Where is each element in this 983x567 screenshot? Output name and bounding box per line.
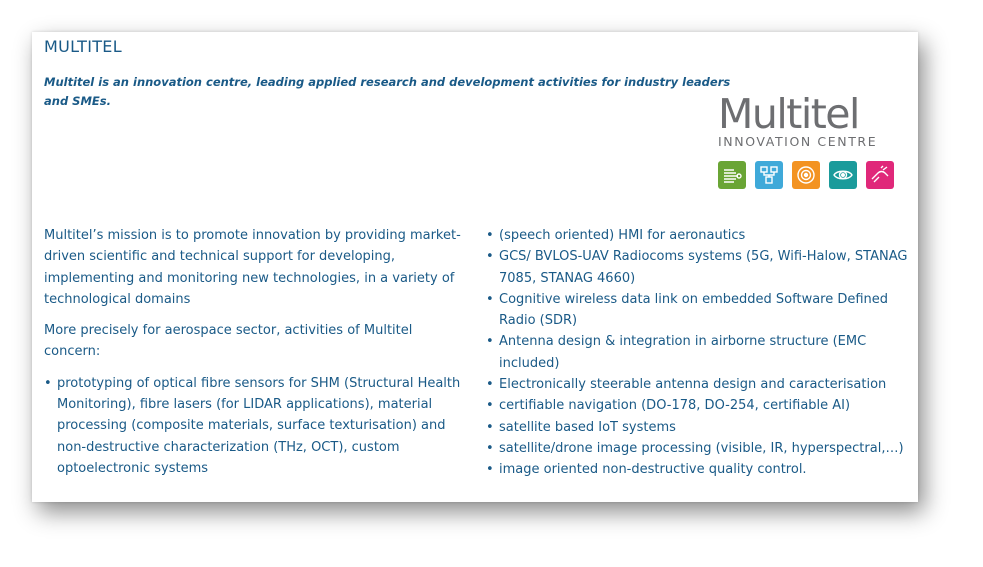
list-item: • image oriented non-destructive quality control.	[499, 459, 911, 480]
right-column	[486, 225, 911, 481]
right-bullet-list-b	[486, 395, 911, 480]
right-bullet-list-a	[486, 225, 911, 395]
logo-wordmark: Multitel	[718, 90, 859, 138]
left-bullet-list	[44, 373, 469, 479]
logo-icons	[718, 161, 898, 189]
page-title: MULTITEL	[44, 37, 122, 56]
intro-text: Multitel is an innovation centre, leading applied research and development activities for industry leaders and SMEs.	[44, 75, 731, 108]
list-item: • satellite based IoT systems	[499, 417, 911, 438]
list-item: • certifiable navigation (DO-178, DO-254, certifiable AI)	[499, 395, 911, 416]
multitel-logo	[718, 90, 898, 189]
list-item: • satellite/drone image processing (visible, IR, hyperspectral,…)	[499, 438, 911, 459]
left-column	[44, 225, 469, 479]
circuit-icon	[755, 161, 783, 189]
logo-subtitle: INNOVATION CENTRE	[718, 134, 878, 149]
list-item: • prototyping of optical fibre sensors for SHM (Structural Health Monitoring), fibre lasers (for LIDAR applications), material processing (composite materials, surface texturisation) and non-destructive characterization (THz, OCT), custom optoelectronic systems	[57, 373, 469, 479]
photonics-icon	[718, 161, 746, 189]
list-item: • Cognitive wireless data link on embedded Software Defined Radio (SDR)	[499, 289, 911, 332]
list-item: • (speech oriented) HMI for aeronautics	[499, 225, 911, 246]
slide-card	[32, 32, 918, 502]
eye-icon	[829, 161, 857, 189]
list-item: • GCS/ BVLOS-UAV Radiocoms systems (5G, Wifi-Halow, STANAG 7085, STANAG 4660)	[499, 246, 911, 289]
hand-icon	[866, 161, 894, 189]
list-item: • Antenna design & integration in airborne structure (EMC included)	[499, 331, 911, 374]
signal-icon	[792, 161, 820, 189]
mission-paragraph: Multitel’s mission is to promote innovation by providing market-driven scientific and technical support for developing, implementing and monitoring new technologies, in a variety of technological domains	[44, 228, 461, 307]
list-item: • Electronically steerable antenna design and caracterisation	[499, 374, 911, 395]
aerospace-paragraph: More precisely for aerospace sector, activities of Multitel concern:	[44, 323, 413, 360]
